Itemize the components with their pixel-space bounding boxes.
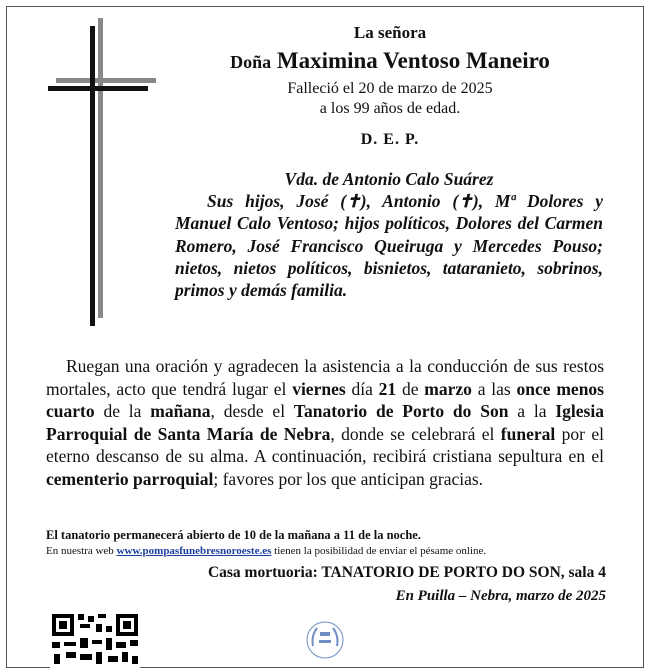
web-note-suffix: tienen la posibilidad de enviar el pésame online. <box>271 545 487 557</box>
ceremony-origin: Tanatorio de Porto do Son <box>293 401 509 422</box>
casa-mortuoria: Casa mortuoria: TANATORIO DE PORTO DO SON, sala 4 <box>207 564 606 581</box>
ceremony-day-number: 21 <box>378 378 397 399</box>
cross-icon <box>36 18 156 328</box>
ceremony-text: a la <box>508 401 556 422</box>
web-note-prefix: En nuestra web <box>46 545 117 557</box>
ceremony-text: a las <box>471 378 517 399</box>
ceremony-text: , donde se celebrará el <box>330 423 501 444</box>
ceremony-text: de <box>396 378 425 399</box>
ceremony-paragraph <box>46 355 604 491</box>
web-note <box>46 544 606 558</box>
ceremony-day-word: viernes <box>292 378 346 399</box>
ceremony-text: ; favores por los que anticipan gracias. <box>213 468 484 489</box>
tanatorio-hours: El tanatorio permanecerá abierto de 10 de la mañana a 11 de la noche. <box>46 528 421 542</box>
qr-code-icon[interactable] <box>50 612 140 672</box>
widow-of: Vda. de Antonio Calo Suárez <box>284 169 494 189</box>
ceremony-cemetery: cementerio parroquial <box>46 468 214 489</box>
title-prefix: Doña <box>230 52 272 72</box>
ceremony-text: por el eterno descanso de su alma. A continuación, recibirá cristiana sepultura en el <box>46 423 604 467</box>
deceased-name: Maximina Ventoso Maneiro <box>276 48 550 73</box>
website-link[interactable]: www.pompasfunebresnoroeste.es <box>116 545 272 557</box>
ceremony-text: Ruegan una oración y agradecen la asistencia a la conducción de sus restos mortales, acto que tendrá lugar el <box>46 356 604 399</box>
ceremony-church: Iglesia Parroquial de Santa María de Nebra <box>46 401 604 444</box>
ceremony-text: de la <box>94 401 151 422</box>
ceremony-month: marzo <box>424 378 472 399</box>
ceremony-funeral: funeral <box>500 423 556 444</box>
ceremony-text: día <box>345 378 379 399</box>
anniversary-laurel-logo-icon <box>305 620 345 660</box>
deceased-header <box>150 22 630 149</box>
honorific: La señora <box>353 23 427 42</box>
family-list: Sus hijos, José (✝), Antonio (✝), Mª Dolores y Manuel Calo Ventoso; hijos políticos, Dolores del Carmen Romero, José Francisco Queiruga y Mercedes Pouso; nietos, nietos políticos, bisnietos, tataranieto, sobrinos, primos y demás familia. <box>175 191 603 301</box>
dep-text: D. E. P. <box>360 131 420 148</box>
place-date: En Puilla – Nebra, marzo de 2025 <box>395 588 606 604</box>
death-date: Falleció el 20 de marzo de 2025 <box>287 80 493 97</box>
age-line: a los 99 años de edad. <box>319 100 461 117</box>
ceremony-time: once menos cuarto <box>46 378 604 422</box>
ceremony-part-of-day: mañana <box>150 401 211 422</box>
ceremony-text: , desde el <box>210 401 294 422</box>
family-block <box>175 168 603 301</box>
deceased-name-line <box>150 44 630 79</box>
